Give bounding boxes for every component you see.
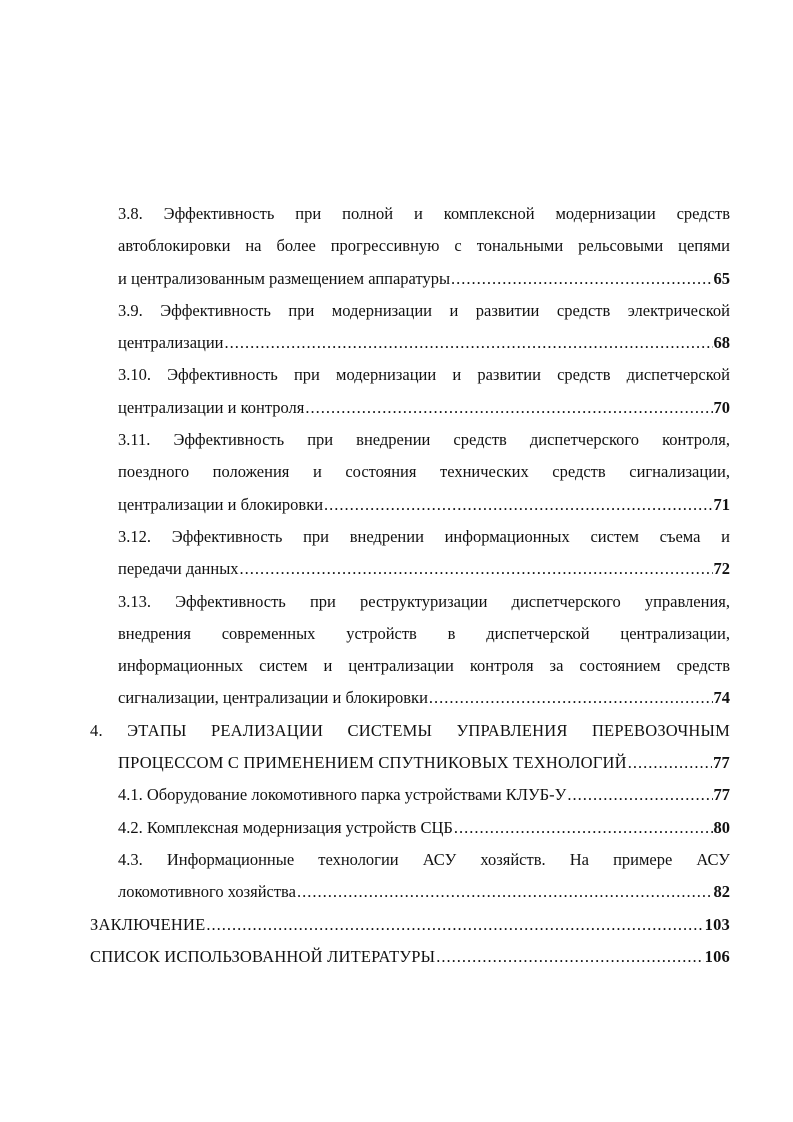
page-number: 70 [713, 397, 730, 417]
toc-entry-line: 4.3. Информационные технологии АСУ хозяйств. На примере АСУ [118, 849, 730, 869]
toc-entry-last-line [118, 812, 730, 844]
toc-entry-text: СПИСОК ИСПОЛЬЗОВАННОЙ ЛИТЕРАТУРЫ [90, 946, 436, 966]
toc-entry-last-line [118, 876, 730, 908]
dot-leader [305, 392, 712, 424]
toc-entry-text: сигнализации, централизации и блокировки [118, 688, 428, 708]
toc-entry-last-line [118, 489, 730, 521]
toc-entry-line: 3.9. Эффективность при модернизации и развитии средств электрической [118, 300, 730, 320]
toc-entry-4 [90, 715, 730, 780]
toc-entry-line: поездного положения и состояния технических средств сигнализации, [118, 462, 730, 482]
toc-entry-4-3 [118, 844, 730, 909]
toc-entry-text: централизации [118, 333, 224, 353]
dot-leader [429, 682, 713, 714]
toc-entry-3-10 [118, 359, 730, 424]
dot-leader [567, 779, 712, 811]
toc-entry-4-2 [118, 812, 730, 844]
toc-entry-text: централизации и контроля [118, 397, 305, 417]
toc-entry-3-13 [118, 586, 730, 715]
toc-entry-4-1 [118, 779, 730, 811]
toc-entry-line: 4. ЭТАПЫ РЕАЛИЗАЦИИ СИСТЕМЫ УПРАВЛЕНИЯ ПЕРЕВОЗОЧНЫМ [90, 720, 730, 740]
toc-entry-3-12 [118, 521, 730, 586]
toc-entry-text: централизации и блокировки [118, 494, 324, 514]
toc-entry-last-line [90, 941, 730, 973]
table-of-contents [90, 198, 730, 973]
toc-entry-last-line [118, 682, 730, 714]
toc-entry-text: ПРОЦЕССОМ С ПРИМЕНЕНИЕМ СПУТНИКОВЫХ ТЕХНОЛОГИЙ [118, 753, 627, 773]
dot-leader [297, 876, 713, 908]
toc-entry-conclusion [90, 909, 730, 941]
toc-entry-last-line [118, 553, 730, 585]
page-number: 74 [713, 688, 730, 708]
toc-entry-text: 4.1. Оборудование локомотивного парка устройствами КЛУБ-У [118, 785, 567, 805]
page-number: 82 [713, 882, 730, 902]
toc-entry-references [90, 941, 730, 973]
toc-entry-line: информационных систем и централизации контроля за состоянием средств [118, 656, 730, 676]
dot-leader [225, 327, 713, 359]
page-number: 71 [713, 494, 730, 514]
toc-entry-line: 3.8. Эффективность при полной и комплексной модернизации средств [118, 204, 730, 223]
page-number: 68 [713, 333, 730, 353]
toc-entry-text: и централизованным размещением аппаратуры [118, 268, 451, 288]
toc-entry-line: 3.13. Эффективность при реструктуризации диспетчерского управления, [118, 591, 730, 611]
dot-leader [628, 747, 712, 779]
dot-leader [454, 812, 713, 844]
page-number: 77 [713, 753, 730, 773]
toc-entry-last-line [90, 909, 730, 941]
toc-entry-last-line [118, 779, 730, 811]
page-number: 72 [713, 559, 730, 579]
toc-entry-last-line [118, 747, 730, 779]
toc-entry-text: 4.2. Комплексная модернизация устройств СЦБ [118, 817, 453, 837]
dot-leader [436, 941, 703, 973]
toc-entry-3-8 [118, 198, 730, 295]
toc-entry-text: локомотивного хозяйства [118, 882, 296, 902]
page-number: 65 [713, 268, 730, 288]
toc-entry-line: 3.10. Эффективность при модернизации и развитии средств диспетчерской [118, 365, 730, 385]
toc-entry-text: передачи данных [118, 559, 239, 579]
toc-entry-line: автоблокировки на более прогрессивную с тональными рельсовыми цепями [118, 236, 730, 256]
page-number: 103 [704, 914, 730, 934]
page-number: 77 [713, 785, 730, 805]
page-number: 106 [704, 946, 730, 966]
toc-entry-3-9 [118, 295, 730, 360]
toc-entry-3-11 [118, 424, 730, 521]
dot-leader [206, 909, 703, 941]
toc-entry-line: 3.11. Эффективность при внедрении средств диспетчерского контроля, [118, 430, 730, 450]
toc-entry-last-line [118, 263, 730, 295]
dot-leader [240, 553, 713, 585]
toc-entry-line: внедрения современных устройств в диспетчерской централизации, [118, 623, 730, 643]
dot-leader [324, 489, 712, 521]
toc-entry-text: ЗАКЛЮЧЕНИЕ [90, 914, 206, 934]
toc-entry-last-line [118, 392, 730, 424]
page-number: 80 [713, 817, 730, 837]
toc-entry-last-line [118, 327, 730, 359]
dot-leader [451, 263, 712, 295]
toc-entry-line: 3.12. Эффективность при внедрении информационных систем съема и [118, 526, 730, 546]
